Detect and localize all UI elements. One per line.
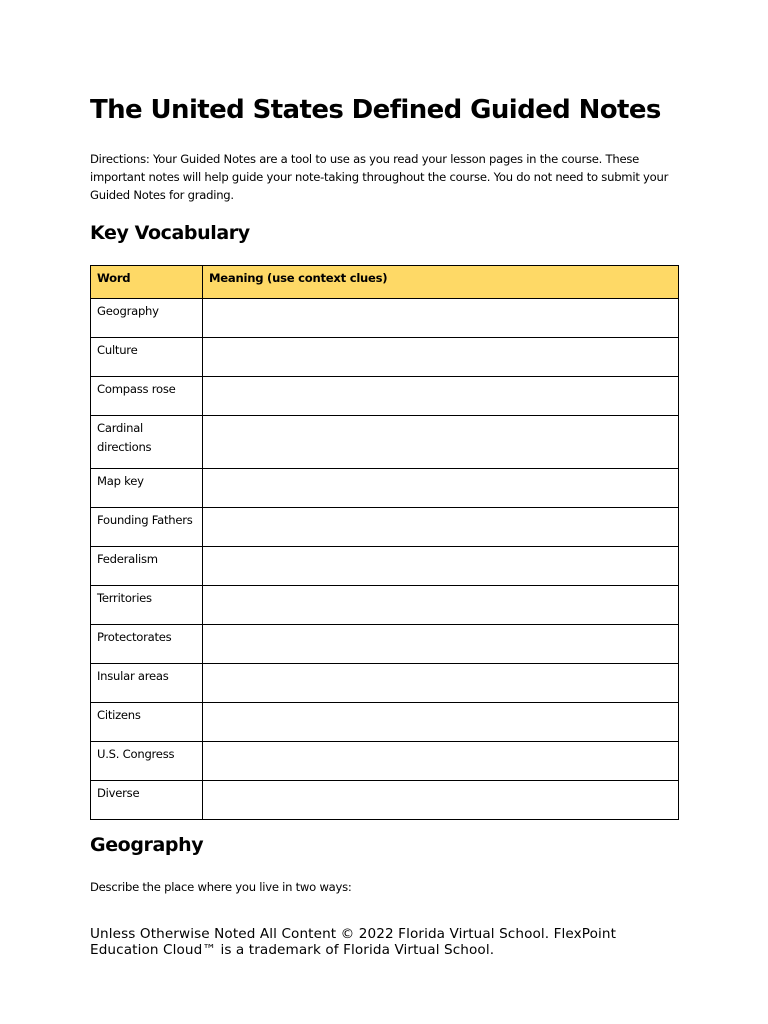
vocabulary-table (90, 265, 679, 820)
meaning-column-header: Meaning (use context clues) (203, 266, 679, 299)
vocab-meaning-cell[interactable] (203, 469, 679, 508)
vocab-meaning-cell[interactable] (203, 664, 679, 703)
vocab-meaning-cell[interactable] (203, 625, 679, 664)
vocab-meaning-cell[interactable] (203, 508, 679, 547)
key-vocabulary-heading: Key Vocabulary (90, 222, 250, 244)
table-row (91, 781, 679, 820)
vocab-word: Insular areas (91, 664, 203, 703)
directions-text: Directions: Your Guided Notes are a tool to use as you read your lesson pages in the course. These important notes will help guide your note-taking throughout the course. You do not need to submit your Guided Notes for grading. (90, 152, 669, 202)
table-row (91, 299, 679, 338)
vocab-word: Federalism (91, 547, 203, 586)
vocab-meaning-cell[interactable] (203, 703, 679, 742)
table-row (91, 547, 679, 586)
vocab-word: Culture (91, 338, 203, 377)
vocab-word: Compass rose (91, 377, 203, 416)
vocab-word: U.S. Congress (91, 742, 203, 781)
vocab-word: Citizens (91, 703, 203, 742)
table-row (91, 664, 679, 703)
vocab-meaning-cell[interactable] (203, 416, 679, 469)
vocab-word: Protectorates (91, 625, 203, 664)
vocab-meaning-cell[interactable] (203, 781, 679, 820)
vocab-word: Diverse (91, 781, 203, 820)
vocab-meaning-cell[interactable] (203, 586, 679, 625)
vocab-meaning-cell[interactable] (203, 742, 679, 781)
copyright-footer: Unless Otherwise Noted All Content © 2022 Florida Virtual School. FlexPoint Education Cloud™ is a trademark of Florida Virtual School. (90, 926, 617, 958)
table-row (91, 508, 679, 547)
table-row (91, 703, 679, 742)
document-title: The United States Defined Guided Notes (90, 95, 661, 125)
vocab-word: Map key (91, 469, 203, 508)
vocab-word: Geography (91, 299, 203, 338)
geography-heading: Geography (90, 834, 204, 856)
vocab-meaning-cell[interactable] (203, 299, 679, 338)
table-row (91, 742, 679, 781)
word-column-header: Word (91, 266, 203, 299)
table-row (91, 338, 679, 377)
table-row (91, 377, 679, 416)
vocab-meaning-cell[interactable] (203, 547, 679, 586)
vocab-word: Founding Fathers (91, 508, 203, 547)
vocab-meaning-cell[interactable] (203, 338, 679, 377)
table-header-row (91, 266, 679, 299)
table-row (91, 469, 679, 508)
table-row (91, 416, 679, 469)
vocab-meaning-cell[interactable] (203, 377, 679, 416)
vocab-word: Territories (91, 586, 203, 625)
table-row (91, 625, 679, 664)
table-row (91, 586, 679, 625)
geography-prompt: Describe the place where you live in two ways: (90, 880, 352, 894)
vocab-word: Cardinal directions (91, 416, 203, 469)
